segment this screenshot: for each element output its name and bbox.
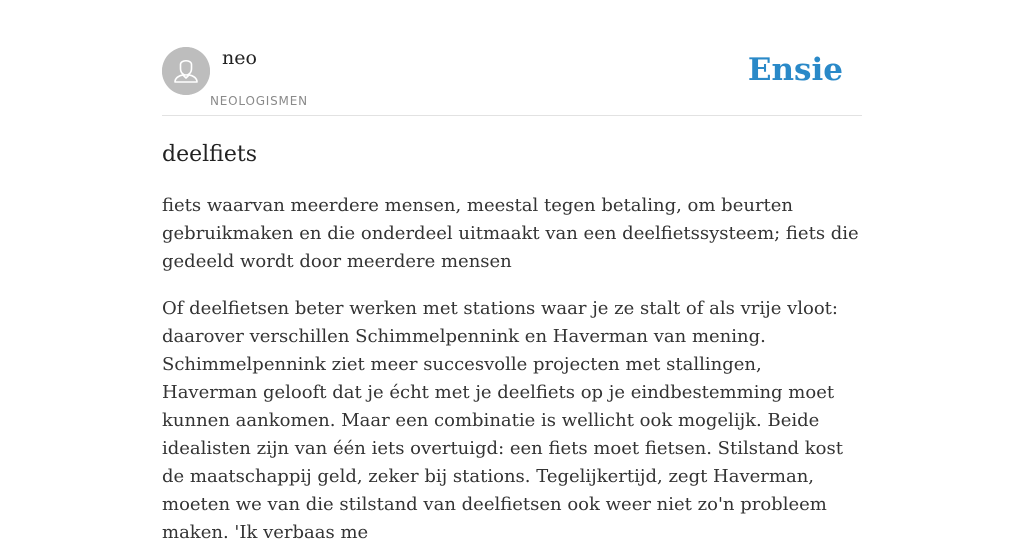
user-avatar-icon[interactable]: [162, 47, 210, 95]
content-container: [162, 0, 862, 543]
entry-title: deelfiets: [162, 142, 257, 167]
entry-header: [162, 0, 862, 116]
username-link[interactable]: neo: [222, 47, 257, 69]
entry-example: Of deelfietsen beter werken met stations waar je ze stalt of als vrije vloot: daarover verschillen Schimmelpennink en Haverman van mening. Schimmelpennink ziet meer succesvolle projecten met stallingen, Haverman gelooft dat je écht met je deelfiets op je eindbestemming moet kunnen aankomen. Maar een combinatie is wellicht ook mogelijk. Beide idealisten zijn van één iets overtuigd: een fiets moet fietsen. Stilstand kost de maatschappij geld, zeker bij stations. Tegelijkertijd, zegt Haverman, moeten we van die stilstand van deelfietsen ook weer niet zo'n probleem maken. 'Ik verbaas me: [162, 298, 843, 543]
category-link[interactable]: NEOLOGISMEN: [210, 94, 308, 108]
brand-logo[interactable]: Ensie: [747, 52, 843, 88]
entry-definition: fiets waarvan meerdere mensen, meestal tegen betaling, om beurten gebruikmaken en die onderdeel uitmaakt van een deelfietssysteem; fiets die gedeeld wordt door meerdere mensen: [162, 195, 859, 272]
